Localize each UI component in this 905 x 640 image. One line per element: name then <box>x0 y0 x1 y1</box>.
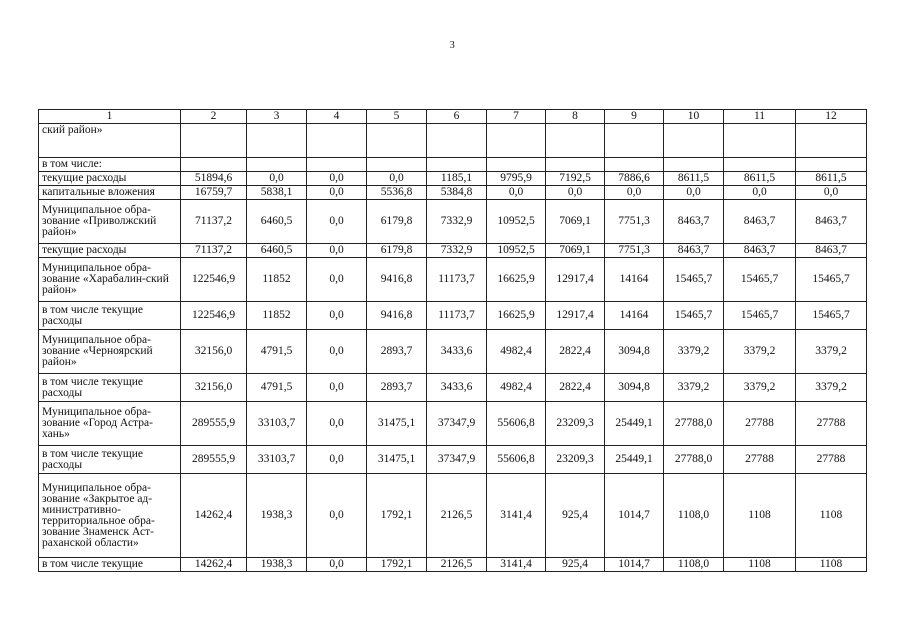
cell-value: 51894,6 <box>181 172 247 186</box>
cell-value <box>247 158 307 172</box>
cell-value: 1108,0 <box>664 474 724 558</box>
cell-value: 16625,9 <box>487 258 546 302</box>
cell-value: 6179,8 <box>367 200 427 244</box>
cell-value: 1108 <box>796 558 867 572</box>
cell-value: 15465,7 <box>664 302 724 330</box>
cell-value: 71137,2 <box>181 244 247 258</box>
cell-value: 6460,5 <box>247 200 307 244</box>
cell-value: 8463,7 <box>724 200 796 244</box>
cell-value: 27788 <box>796 446 867 474</box>
col-header: 5 <box>367 110 427 124</box>
cell-value: 32156,0 <box>181 374 247 402</box>
cell-value: 8463,7 <box>664 244 724 258</box>
cell-value: 15465,7 <box>796 302 867 330</box>
col-header: 11 <box>724 110 796 124</box>
cell-value: 11852 <box>247 302 307 330</box>
cell-value: 27788 <box>796 402 867 446</box>
row-label: ский район» <box>39 124 181 158</box>
cell-value: 5838,1 <box>247 186 307 200</box>
cell-value: 1108,0 <box>664 558 724 572</box>
row-label: в том числе текущие расходы <box>39 302 181 330</box>
row-label: в том числе текущие <box>39 558 181 572</box>
cell-value: 289555,9 <box>181 402 247 446</box>
cell-value: 3379,2 <box>796 330 867 374</box>
cell-value: 15465,7 <box>796 258 867 302</box>
table-row <box>39 244 867 258</box>
cell-value: 10952,5 <box>487 244 546 258</box>
cell-value: 925,4 <box>546 474 605 558</box>
table-row <box>39 302 867 330</box>
cell-value: 7192,5 <box>546 172 605 186</box>
col-header: 10 <box>664 110 724 124</box>
cell-value <box>724 158 796 172</box>
cell-value: 14262,4 <box>181 558 247 572</box>
cell-value: 3379,2 <box>796 374 867 402</box>
row-label: капитальные вложения <box>39 186 181 200</box>
cell-value: 7069,1 <box>546 200 605 244</box>
cell-value: 25449,1 <box>605 446 664 474</box>
cell-value: 15465,7 <box>724 302 796 330</box>
cell-value: 27788,0 <box>664 446 724 474</box>
page-number: 3 <box>449 40 456 51</box>
cell-value: 2893,7 <box>367 374 427 402</box>
cell-value: 0,0 <box>307 558 367 572</box>
table-row <box>39 402 867 446</box>
cell-value: 11173,7 <box>427 258 487 302</box>
cell-value: 3141,4 <box>487 558 546 572</box>
cell-value: 1014,7 <box>605 558 664 572</box>
cell-value <box>427 124 487 158</box>
cell-value: 8611,5 <box>664 172 724 186</box>
cell-value: 14164 <box>605 302 664 330</box>
cell-value: 2822,4 <box>546 330 605 374</box>
cell-value: 16625,9 <box>487 302 546 330</box>
cell-value: 25449,1 <box>605 402 664 446</box>
table-row <box>39 186 867 200</box>
cell-value: 1792,1 <box>367 558 427 572</box>
col-header: 12 <box>796 110 867 124</box>
row-label: Муниципальное обра-зование «Приволжский район» <box>39 200 181 244</box>
cell-value: 1014,7 <box>605 474 664 558</box>
cell-value <box>367 124 427 158</box>
col-header: 3 <box>247 110 307 124</box>
cell-value: 0,0 <box>664 186 724 200</box>
cell-value: 3379,2 <box>724 330 796 374</box>
cell-value: 9795,9 <box>487 172 546 186</box>
cell-value <box>605 158 664 172</box>
cell-value: 0,0 <box>307 374 367 402</box>
cell-value: 8463,7 <box>664 200 724 244</box>
cell-value: 0,0 <box>307 244 367 258</box>
cell-value: 0,0 <box>247 172 307 186</box>
cell-value: 0,0 <box>546 186 605 200</box>
row-label: Муниципальное обра-зование «Закрытое ад-министративно-территориальное обра-зование Знаменск Аст-раханской области» <box>39 474 181 558</box>
cell-value: 33103,7 <box>247 402 307 446</box>
table-row <box>39 446 867 474</box>
cell-value <box>181 124 247 158</box>
cell-value: 1792,1 <box>367 474 427 558</box>
cell-value: 0,0 <box>307 474 367 558</box>
cell-value: 31475,1 <box>367 402 427 446</box>
cell-value: 925,4 <box>546 558 605 572</box>
cell-value: 6179,8 <box>367 244 427 258</box>
cell-value: 0,0 <box>487 186 546 200</box>
cell-value: 1108 <box>724 558 796 572</box>
cell-value <box>247 124 307 158</box>
cell-value: 8463,7 <box>724 244 796 258</box>
cell-value: 11852 <box>247 258 307 302</box>
cell-value: 3379,2 <box>724 374 796 402</box>
cell-value: 0,0 <box>307 186 367 200</box>
cell-value: 0,0 <box>367 172 427 186</box>
cell-value: 2822,4 <box>546 374 605 402</box>
table-body <box>39 124 867 572</box>
cell-value: 8611,5 <box>724 172 796 186</box>
cell-value: 9416,8 <box>367 258 427 302</box>
cell-value: 27788 <box>724 446 796 474</box>
table-row <box>39 258 867 302</box>
cell-value: 10952,5 <box>487 200 546 244</box>
cell-value: 14164 <box>605 258 664 302</box>
cell-value: 3433,6 <box>427 374 487 402</box>
cell-value: 122546,9 <box>181 302 247 330</box>
cell-value <box>487 158 546 172</box>
cell-value: 4791,5 <box>247 330 307 374</box>
cell-value: 15465,7 <box>664 258 724 302</box>
table-row <box>39 374 867 402</box>
cell-value: 14262,4 <box>181 474 247 558</box>
cell-value: 37347,9 <box>427 402 487 446</box>
cell-value: 12917,4 <box>546 258 605 302</box>
cell-value <box>796 158 867 172</box>
cell-value <box>307 124 367 158</box>
cell-value: 0,0 <box>796 186 867 200</box>
cell-value: 71137,2 <box>181 200 247 244</box>
cell-value: 1108 <box>796 474 867 558</box>
cell-value: 2126,5 <box>427 558 487 572</box>
cell-value: 0,0 <box>307 200 367 244</box>
row-label: текущие расходы <box>39 172 181 186</box>
cell-value: 1108 <box>724 474 796 558</box>
cell-value: 4791,5 <box>247 374 307 402</box>
cell-value: 0,0 <box>307 302 367 330</box>
cell-value: 32156,0 <box>181 330 247 374</box>
cell-value: 3141,4 <box>487 474 546 558</box>
cell-value: 3379,2 <box>664 330 724 374</box>
cell-value: 3094,8 <box>605 374 664 402</box>
cell-value: 11173,7 <box>427 302 487 330</box>
table-row <box>39 158 867 172</box>
cell-value: 8611,5 <box>796 172 867 186</box>
table-row <box>39 474 867 558</box>
cell-value: 3379,2 <box>664 374 724 402</box>
cell-value: 0,0 <box>307 172 367 186</box>
cell-value: 31475,1 <box>367 446 427 474</box>
col-header: 9 <box>605 110 664 124</box>
cell-value: 55606,8 <box>487 402 546 446</box>
cell-value: 1938,3 <box>247 558 307 572</box>
cell-value: 8463,7 <box>796 244 867 258</box>
cell-value: 0,0 <box>307 446 367 474</box>
cell-value: 27788 <box>724 402 796 446</box>
cell-value: 0,0 <box>307 402 367 446</box>
cell-value <box>181 158 247 172</box>
col-header: 1 <box>39 110 181 124</box>
cell-value: 23209,3 <box>546 446 605 474</box>
col-header: 8 <box>546 110 605 124</box>
cell-value: 37347,9 <box>427 446 487 474</box>
cell-value: 2126,5 <box>427 474 487 558</box>
cell-value: 0,0 <box>307 258 367 302</box>
cell-value: 4982,4 <box>487 374 546 402</box>
cell-value: 5536,8 <box>367 186 427 200</box>
row-label: Муниципальное обра-зование «Харабалин-ский район» <box>39 258 181 302</box>
cell-value <box>664 158 724 172</box>
cell-value <box>724 124 796 158</box>
cell-value: 5384,8 <box>427 186 487 200</box>
cell-value <box>487 124 546 158</box>
col-header: 4 <box>307 110 367 124</box>
cell-value: 16759,7 <box>181 186 247 200</box>
cell-value: 9416,8 <box>367 302 427 330</box>
cell-value: 1185,1 <box>427 172 487 186</box>
cell-value <box>546 124 605 158</box>
cell-value: 23209,3 <box>546 402 605 446</box>
cell-value: 0,0 <box>724 186 796 200</box>
table-row <box>39 124 867 158</box>
cell-value: 33103,7 <box>247 446 307 474</box>
row-label: Муниципальное обра-зование «Город Астра-хань» <box>39 402 181 446</box>
budget-table <box>38 109 867 572</box>
row-label: в том числе текущие расходы <box>39 374 181 402</box>
cell-value <box>664 124 724 158</box>
table-row <box>39 558 867 572</box>
cell-value: 1938,3 <box>247 474 307 558</box>
header-row <box>39 110 867 124</box>
cell-value: 12917,4 <box>546 302 605 330</box>
cell-value <box>427 158 487 172</box>
cell-value <box>605 124 664 158</box>
cell-value: 0,0 <box>605 186 664 200</box>
row-label: Муниципальное обра-зование «Черноярский район» <box>39 330 181 374</box>
cell-value: 8463,7 <box>796 200 867 244</box>
cell-value: 7332,9 <box>427 200 487 244</box>
cell-value: 4982,4 <box>487 330 546 374</box>
row-label: в том числе: <box>39 158 181 172</box>
cell-value: 7751,3 <box>605 244 664 258</box>
cell-value: 0,0 <box>307 330 367 374</box>
cell-value: 2893,7 <box>367 330 427 374</box>
cell-value: 15465,7 <box>724 258 796 302</box>
cell-value: 3094,8 <box>605 330 664 374</box>
cell-value <box>546 158 605 172</box>
cell-value: 122546,9 <box>181 258 247 302</box>
table-row <box>39 200 867 244</box>
cell-value <box>796 124 867 158</box>
col-header: 2 <box>181 110 247 124</box>
row-label: в том числе текущие расходы <box>39 446 181 474</box>
cell-value: 7332,9 <box>427 244 487 258</box>
cell-value: 289555,9 <box>181 446 247 474</box>
cell-value: 55606,8 <box>487 446 546 474</box>
cell-value <box>367 158 427 172</box>
cell-value: 7751,3 <box>605 200 664 244</box>
table-row <box>39 172 867 186</box>
cell-value: 7886,6 <box>605 172 664 186</box>
cell-value: 7069,1 <box>546 244 605 258</box>
cell-value <box>307 158 367 172</box>
col-header: 6 <box>427 110 487 124</box>
col-header: 7 <box>487 110 546 124</box>
cell-value: 6460,5 <box>247 244 307 258</box>
cell-value: 3433,6 <box>427 330 487 374</box>
cell-value: 27788,0 <box>664 402 724 446</box>
row-label: текущие расходы <box>39 244 181 258</box>
table-row <box>39 330 867 374</box>
